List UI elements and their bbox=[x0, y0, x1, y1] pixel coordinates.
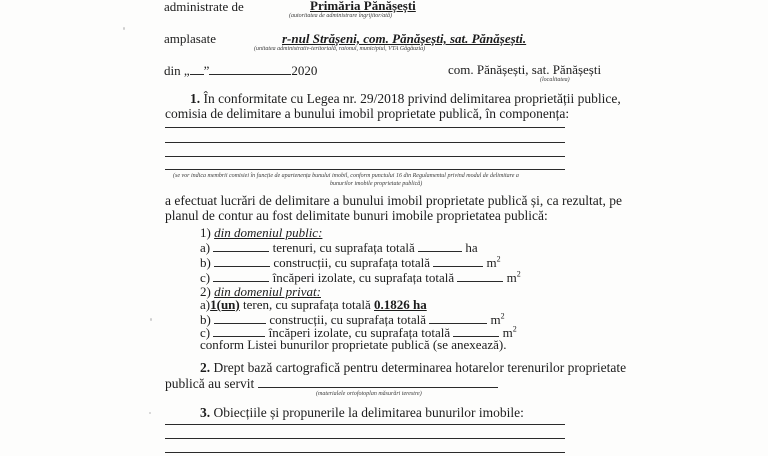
blank-line bbox=[165, 127, 565, 128]
admin-caption: (autoritatea de administrare îngrijitor/ată) bbox=[289, 13, 392, 19]
blank-line bbox=[165, 424, 565, 425]
public-row-c: c) încăperi izolate, cu suprafața totală $m^2$ bbox=[200, 269, 521, 285]
commission-note-2: bunurilor imobile proprietate publică) bbox=[330, 181, 423, 187]
commission-note-1: (se vor indica membrii comisiei în funcție de apartenența bunului imobil, conform punctului 16 din Regulamentul privind modul de delimitare a bbox=[173, 173, 519, 179]
label-administrate: administrate de bbox=[164, 0, 244, 14]
blank-line bbox=[165, 169, 565, 170]
location-value: r-nul Strășeni, com. Pănășești, sat. Pănășești. bbox=[282, 31, 527, 46]
private-row-b: b) construcții, cu suprafața totală $m^2$ bbox=[200, 311, 505, 327]
private-domain-heading: 2) din domeniul privat: bbox=[200, 284, 321, 299]
private-row-c: c) încăperi izolate, cu suprafața totală $m^2$ bbox=[200, 324, 517, 340]
date-line: din „ ” 2020 bbox=[164, 63, 318, 78]
section1-line1: 1. În conformitate cu Legea nr. 29/2018 privind delimitarea proprietății publice, bbox=[190, 91, 621, 106]
public-row-a: a) terenuri, cu suprafața totală ha bbox=[200, 240, 478, 255]
annex-note: conform Listei bunurilor proprietate publică (se anexează). bbox=[200, 337, 507, 352]
works-line1: a efectuat lucrări de delimitare a bunului imobil proprietate publică și, ca rezultat, pe bbox=[165, 193, 622, 208]
section2-line2: publică au servit bbox=[165, 376, 498, 391]
location-caption: (unitatea administrativ-teritorială, raionul, municipiul, VTA Găgăuzia) bbox=[254, 46, 426, 52]
section2-caption: (materialele ortofotoplan măsurări terestre) bbox=[316, 391, 422, 397]
section2-line1: 2. Drept bază cartografică pentru determinarea hotarelor terenurilor proprietate bbox=[200, 360, 627, 375]
place-value: com. Pănășești, sat. Pănășești bbox=[448, 62, 602, 77]
section1-line2: comisia de delimitare a bunului imobil proprietate publică, în componența: bbox=[165, 106, 570, 121]
place-caption: (localitatea) bbox=[540, 77, 570, 83]
scan-speck bbox=[149, 412, 151, 414]
scan-speck bbox=[150, 318, 152, 321]
blank-line bbox=[165, 156, 565, 157]
private-row-a: a)1(un) teren, cu suprafața totală 0.1826 ha bbox=[200, 297, 427, 312]
scan-speck bbox=[123, 27, 125, 30]
works-line2: planul de contur au fost delimitate bunuri imobile proprietatea publică: bbox=[165, 208, 548, 223]
blank-line bbox=[165, 438, 565, 439]
admin-name: Primăria Pănășești bbox=[310, 0, 416, 13]
blank-line bbox=[165, 452, 565, 453]
public-domain-heading: 1) din domeniul public: bbox=[200, 225, 323, 240]
label-amplasate: amplasate bbox=[164, 31, 216, 46]
section3-line1: 3. Obiecțiile și propunerile la delimitarea bunurilor imobile: bbox=[200, 405, 524, 420]
public-row-b: b) construcții, cu suprafața totală $m^2$ bbox=[200, 254, 501, 270]
blank-line bbox=[165, 142, 565, 143]
